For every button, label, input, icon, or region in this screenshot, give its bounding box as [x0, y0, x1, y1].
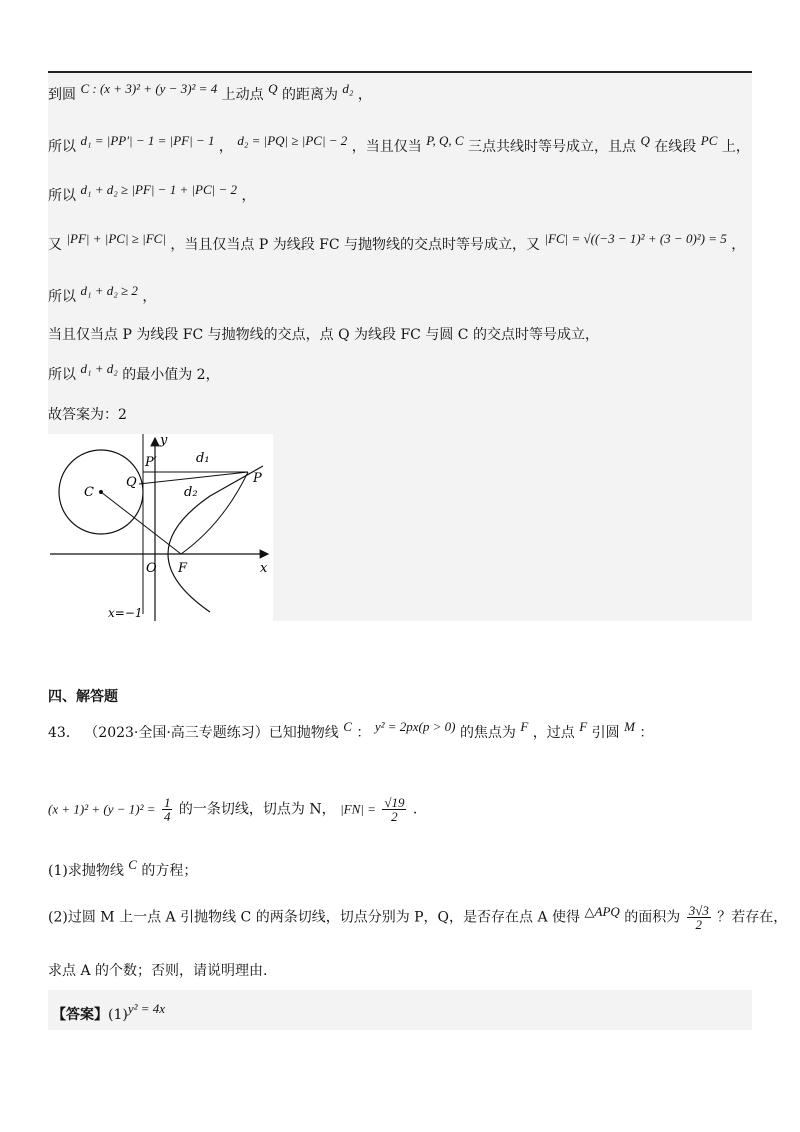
text: ，当且仅当: [351, 139, 422, 155]
text: 又: [48, 237, 62, 253]
text: 到圆: [48, 87, 76, 103]
math-c: C: [128, 857, 137, 872]
problem-line-2: [48, 796, 417, 823]
solution-line-8: 故答案为：2: [48, 407, 127, 423]
text: ，: [142, 289, 157, 305]
problem-line-1: [48, 719, 654, 742]
label-p-prime: P′: [145, 455, 157, 470]
math-fn: |FN| =: [340, 801, 376, 817]
text: 引圆: [591, 725, 620, 741]
distance-fc: |FC| = √((−3 − 1)² + (3 − 0)²) = 5: [544, 231, 727, 246]
label-p: P: [253, 471, 262, 486]
figure-svg: [48, 434, 273, 621]
answer-line: [52, 1001, 166, 1024]
solution-line-5: [48, 283, 157, 306]
text: 所以: [48, 367, 76, 383]
label-d1: d₁: [196, 451, 210, 466]
answer-equation: y² = 4x: [127, 1001, 166, 1016]
math-q: Q: [268, 81, 278, 96]
text: 的焦点为: [459, 725, 516, 741]
text: (2)过圆 M 上一点 A 引抛物线 C 的两条切线，切点分别为 P，Q，是否存在点 A 使得: [48, 909, 581, 926]
fraction-numerator: √19: [384, 795, 405, 810]
text: 三点共线时等号成立，且点: [468, 139, 636, 155]
math-pc: PC: [700, 133, 718, 148]
solution-line-6: 当且仅当点 P 为线段 FC 与抛物线的交点，点 Q 为线段 FC 与圆 C 的交点时等号成立，: [48, 327, 599, 343]
text: （2023·全国·高三专题练习）已知抛物线: [84, 725, 339, 741]
label-c: C: [84, 485, 94, 500]
text: 所以: [48, 188, 76, 204]
text: 上，: [721, 139, 750, 155]
answer-label: 【答案】: [52, 1007, 108, 1023]
parabola-equation: y² = 2px(p > 0): [374, 719, 456, 734]
fraction-one-quarter: [162, 796, 173, 823]
math-c: C: [343, 719, 352, 734]
fraction-3sqrt3-over-2: [687, 904, 711, 931]
inequality: d₁ + d₂ ≥ |PF| − 1 + |PC| − 2: [80, 182, 238, 197]
text: ？若存在，: [717, 909, 788, 926]
geometry-figure: [48, 434, 273, 621]
text: ，: [241, 188, 256, 204]
math-q: Q: [640, 133, 650, 148]
label-d2: d₂: [184, 485, 198, 500]
solution-line-7: [48, 361, 220, 384]
text: (1)求抛物线: [48, 863, 124, 879]
text: 的距离为: [281, 87, 338, 103]
text: 的一条切线，切点为 N，: [178, 801, 336, 818]
text: ，当且仅当点 P 为线段 FC 与抛物线的交点时等号成立，又: [170, 237, 541, 253]
question-2-line-1: [48, 904, 787, 931]
problem-number: 43．: [48, 725, 80, 741]
fraction-denominator: 4: [163, 809, 171, 824]
label-x: x: [260, 561, 268, 576]
text: ：: [356, 725, 371, 741]
fraction-numerator: 3√3: [688, 903, 709, 918]
math-m: M: [624, 719, 635, 734]
text: ，过点: [532, 725, 575, 741]
text: ，: [731, 237, 746, 253]
text: 上动点: [221, 87, 264, 103]
text: 所以: [48, 139, 76, 155]
solution-line-3: [48, 182, 256, 205]
equation-d2: d₂ = |PQ| ≥ |PC| − 2: [237, 133, 348, 148]
text: 的面积为: [624, 909, 681, 926]
segment-cf: [101, 492, 181, 554]
solution-line-1: [48, 81, 372, 104]
inequality: d₁ + d₂ ≥ 2: [80, 283, 138, 298]
text: 的最小值为 2，: [122, 367, 220, 383]
text: .: [412, 801, 418, 818]
fraction-denominator: 2: [695, 917, 702, 932]
question-1: [48, 857, 198, 880]
label-o: O: [146, 561, 157, 576]
circle-equation: C : (x + 3)² + (y − 3)² = 4: [80, 81, 218, 96]
question-2-line-2: 求点 A 的个数；否则，请说明理由.: [48, 963, 268, 979]
math-triangle-apq: △APQ: [584, 903, 620, 919]
solution-line-4: [48, 231, 746, 254]
fraction-denominator: 2: [391, 809, 398, 824]
math-f: F: [579, 719, 588, 734]
text: 在线段: [654, 139, 697, 155]
label-y: y: [160, 434, 168, 448]
sum-d1-d2: d₁ + d₂: [80, 361, 118, 376]
text: ，: [218, 139, 233, 155]
solution-line-2: [48, 133, 750, 156]
answer-part: (1): [108, 1007, 128, 1023]
label-directrix: x=−1: [108, 606, 143, 620]
circle-m-equation: (x + 1)² + (y − 1)² =: [48, 801, 156, 817]
text: ：: [639, 725, 654, 741]
fraction-numerator: 1: [163, 795, 171, 810]
text: 的方程；: [141, 863, 198, 879]
fraction-sqrt19-over-2: [382, 796, 406, 823]
math-f: F: [520, 719, 529, 734]
math-points: P, Q, C: [426, 133, 464, 148]
section-heading: 四、解答题: [48, 689, 118, 705]
text: ，: [357, 87, 372, 103]
label-q: Q: [126, 475, 137, 490]
label-f: F: [178, 561, 188, 576]
parabola: [168, 466, 263, 612]
math-d2: d₂: [342, 81, 354, 96]
text: 所以: [48, 289, 76, 305]
equation-d1: d₁ = |PP′| − 1 = |PF| − 1: [80, 133, 215, 148]
triangle-inequality: |PF| + |PC| ≥ |FC|: [66, 231, 166, 246]
